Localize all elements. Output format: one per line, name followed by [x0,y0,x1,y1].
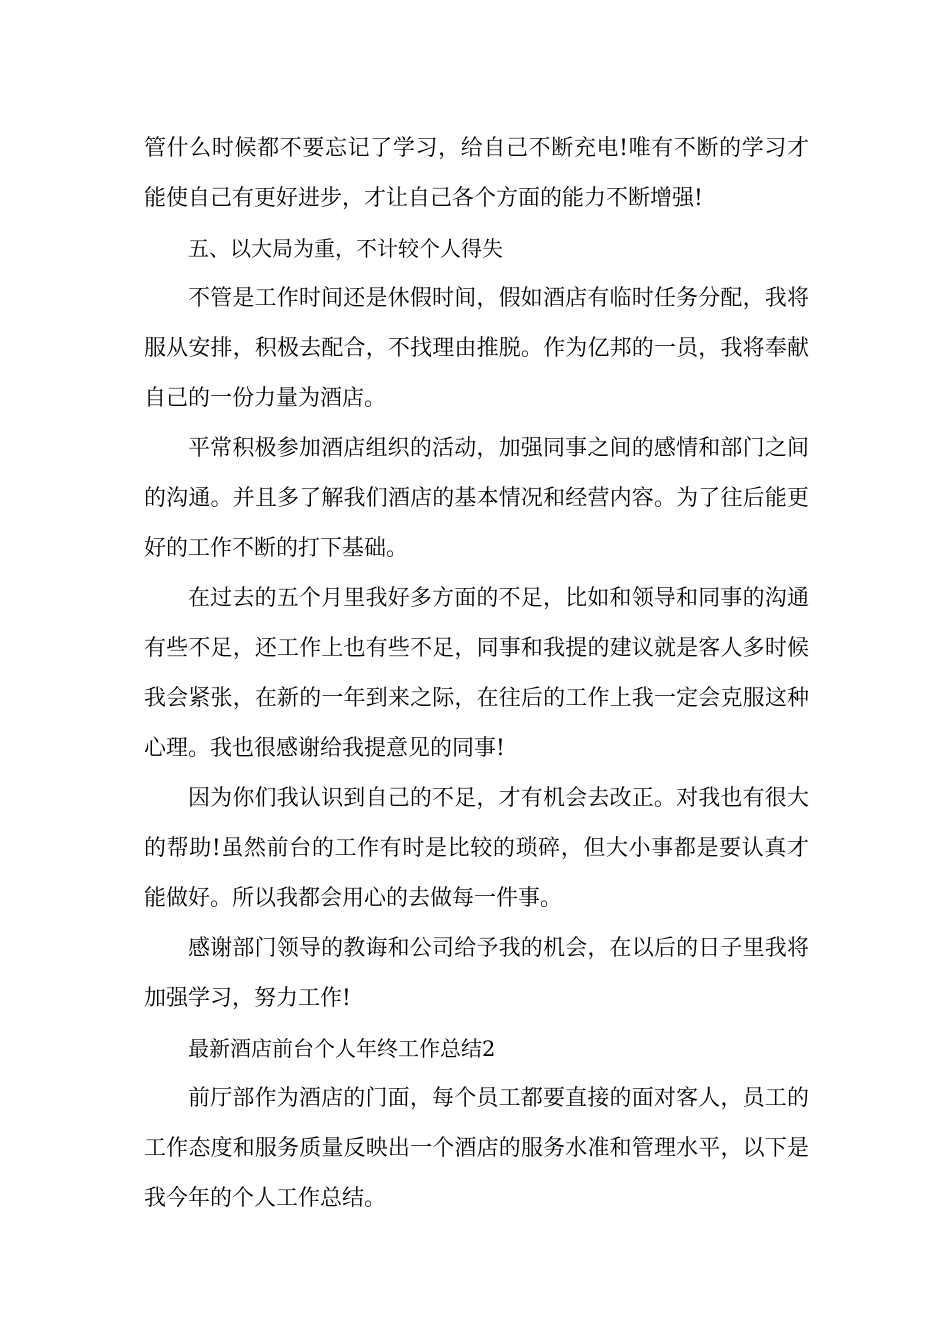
paragraph-shortcomings: 在过去的五个月里我好多方面的不足，比如和领导和同事的沟通有些不足，还工作上也有些不足，同事和我提的建议就是客人多时候我会紧张，在新的一年到来之际，在往后的工作上我一定会克服这种心理。我也很感谢给我提意见的同事! [144,586,809,761]
paragraph-join-activities: 平常积极参加酒店组织的活动，加强同事之间的感情和部门之间的沟通。并且多了解我们酒店的基本情况和经营内容。为了往后能更好的工作不断的打下基础。 [144,436,809,561]
paragraph-front-office-intro: 前厅部作为酒店的门面，每个员工都要直接的面对客人，员工的工作态度和服务质量反映出一个酒店的服务水准和管理水平，以下是我今年的个人工作总结。 [144,1086,809,1211]
section-heading-five: 五、以大局为重，不计较个人得失 [188,237,503,261]
paragraph-thanks: 感谢部门领导的教诲和公司给予我的机会，在以后的日子里我将加强学习，努力工作! [144,936,809,1011]
paragraph-obey-arrangements: 不管是工作时间还是休假时间，假如酒店有临时任务分配，我将服从安排，积极去配合，不找理由推脱。作为亿邦的一员，我将奉献自己的一份力量为酒店。 [144,286,809,411]
paragraph-recognize-shortcomings: 因为你们我认识到自己的不足，才有机会去改正。对我也有很大的帮助!虽然前台的工作有时是比较的琐碎，但大小事都是要认真才能做好。所以我都会用心的去做每一件事。 [144,786,809,911]
document-page [144,124,809,1224]
article-title-2: 最新酒店前台个人年终工作总结2 [188,1037,496,1061]
continued-paragraph: 管什么时候都不要忘记了学习，给自己不断充电!唯有不断的学习才能使自己有更好进步，才让自己各个方面的能力不断增强! [144,136,809,211]
